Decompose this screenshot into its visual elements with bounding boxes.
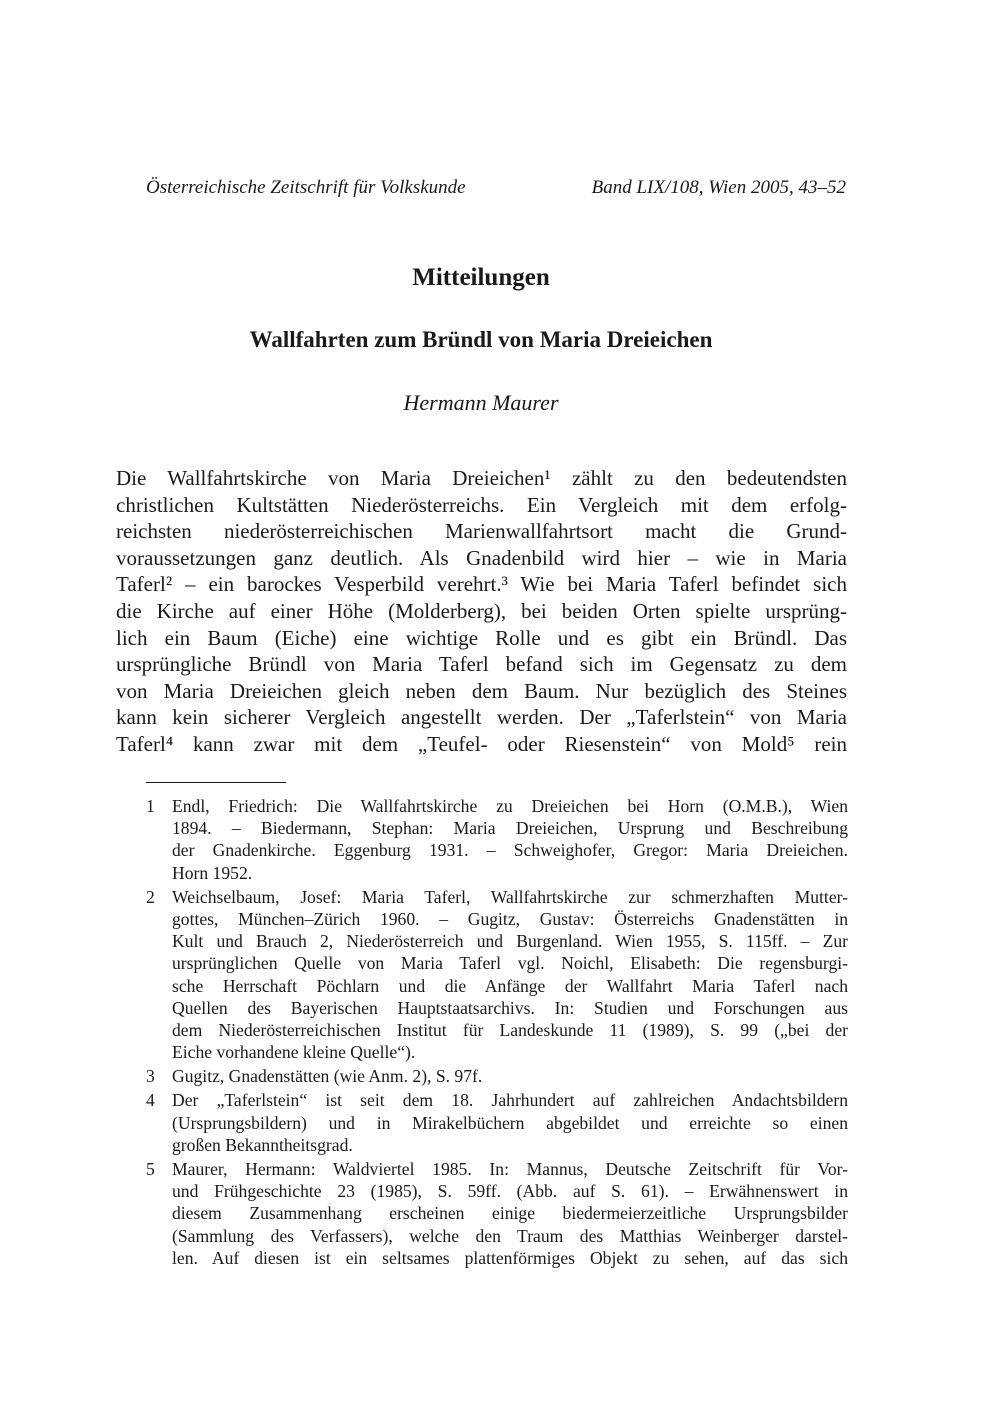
- footnote-2: [146, 886, 848, 1064]
- body-text: [116, 465, 847, 758]
- footnote-line: diesem Zusammenhang erscheinen einige biedermeierzeitliche Ursprungsbilder: [172, 1203, 848, 1224]
- footnote-number: 4: [146, 1090, 155, 1111]
- footnote-number: 2: [146, 886, 155, 907]
- footnote-4: [146, 1089, 848, 1156]
- section-title: Mitteilungen: [412, 264, 550, 291]
- footnote-line: Maurer, Hermann: Waldviertel 1985. In: Mannus, Deutsche Zeitschrift für Vor-: [172, 1159, 848, 1179]
- footnote-line: Eiche vorhandene kleine Quelle“).: [172, 1042, 416, 1063]
- footnote-1: [146, 795, 848, 884]
- footnote-line: Horn 1952.: [172, 862, 253, 883]
- footnote-number: 3: [146, 1066, 155, 1087]
- issue-info: Band LIX/108, Wien 2005, 43–52: [591, 177, 846, 198]
- footnote-line: ursprünglichen Quelle von Maria Taferl vgl. Noichl, Elisabeth: Die regensburgi-: [172, 953, 848, 974]
- footnote-line: 1894. – Biedermann, Stephan: Maria Dreieichen, Ursprung und Beschreibung: [172, 818, 848, 839]
- footnote-line: (Ursprungsbildern) und in Mirakelbüchern abgebildet und erreichte so einen: [172, 1112, 848, 1133]
- article-title: Wallfahrten zum Bründl von Maria Dreieichen: [249, 327, 713, 352]
- footnote-line: Weichselbaum, Josef: Maria Taferl, Wallfahrtskirche zur schmerzhaften Mutter-: [172, 886, 848, 907]
- body-line: kann kein sicherer Vergleich angestellt werden. Der „Taferlstein“ von Maria: [116, 705, 847, 730]
- body-line: voraussetzungen ganz deutlich. Als Gnadenbild wird hier – wie in Maria: [116, 545, 847, 570]
- footnote-line: sche Herrschaft Pöchlarn und die Anfänge der Wallfahrt Maria Taferl nach: [172, 975, 848, 996]
- body-line: ursprüngliche Bründl von Maria Taferl befand sich im Gegensatz zu dem: [116, 652, 847, 677]
- footnote-line: dem Niederösterreichischen Institut für Landeskunde 11 (1989), S. 99 („bei der: [172, 1019, 848, 1040]
- footnote-line: Endl, Friedrich: Die Wallfahrtskirche zu Dreieichen bei Horn (O.M.B.), Wien: [172, 796, 848, 816]
- footnote-line: len. Auf diesen ist ein seltsames plattenförmiges Objekt zu sehen, auf das sich: [172, 1247, 848, 1268]
- body-line: reichsten niederösterreichischen Marienwallfahrtsort macht die Grund-: [116, 519, 847, 544]
- body-line: Die Wallfahrtskirche von Maria Dreieichen¹ zählt zu den bedeutendsten: [116, 466, 847, 490]
- footnote-line: gottes, München–Zürich 1960. – Gugitz, Gustav: Österreichs Gnadenstätten in: [172, 908, 848, 929]
- footnotes: [146, 795, 848, 1271]
- footnote-line: (Sammlung des Verfassers), welche den Traum des Matthias Weinberger darstel-: [172, 1225, 848, 1246]
- footnote-3: [146, 1065, 848, 1087]
- footnote-separator: [146, 782, 286, 783]
- footnote-line: großen Bekanntheitsgrad.: [172, 1134, 353, 1155]
- footnote-number: 1: [146, 796, 155, 816]
- footnote-line: Gugitz, Gnadenstätten (wie Anm. 2), S. 97f.: [172, 1066, 483, 1087]
- footnote-line: der Gnadenkirche. Eggenburg 1931. – Schweighofer, Gregor: Maria Dreieichen.: [172, 840, 848, 861]
- footnote-line: Der „Taferlstein“ ist seit dem 18. Jahrhundert auf zahlreichen Andachtsbildern: [172, 1090, 848, 1111]
- footnote-5: [146, 1158, 848, 1269]
- body-line: von Maria Dreieichen gleich neben dem Baum. Nur bezüglich des Steines: [116, 678, 847, 703]
- body-line: Taferl⁴ kann zwar mit dem „Teufel- oder Riesenstein“ von Mold⁵ rein: [116, 731, 847, 756]
- journal-title: Österreichische Zeitschrift für Volkskunde: [146, 177, 466, 198]
- body-line: die Kirche auf einer Höhe (Molderberg), bei beiden Orten spielte ursprüng-: [116, 598, 847, 623]
- body-line: lich ein Baum (Eiche) eine wichtige Rolle und es gibt ein Bründl. Das: [116, 625, 847, 650]
- author-name: Hermann Maurer: [403, 390, 559, 415]
- body-line: Taferl² – ein barockes Vesperbild verehrt.³ Wie bei Maria Taferl befindet sich: [116, 572, 847, 597]
- footnote-number: 5: [146, 1159, 155, 1179]
- body-line: christlichen Kultstätten Niederösterreichs. Ein Vergleich mit dem erfolg-: [116, 492, 847, 517]
- footnote-line: Kult und Brauch 2, Niederösterreich und Burgenland. Wien 1955, S. 115ff. – Zur: [172, 931, 848, 952]
- footnote-line: und Frühgeschichte 23 (1985), S. 59ff. (Abb. auf S. 61). – Erwähnenswert in: [172, 1181, 848, 1202]
- footnote-line: Quellen des Bayerischen Hauptstaatsarchivs. In: Studien und Forschungen aus: [172, 997, 848, 1018]
